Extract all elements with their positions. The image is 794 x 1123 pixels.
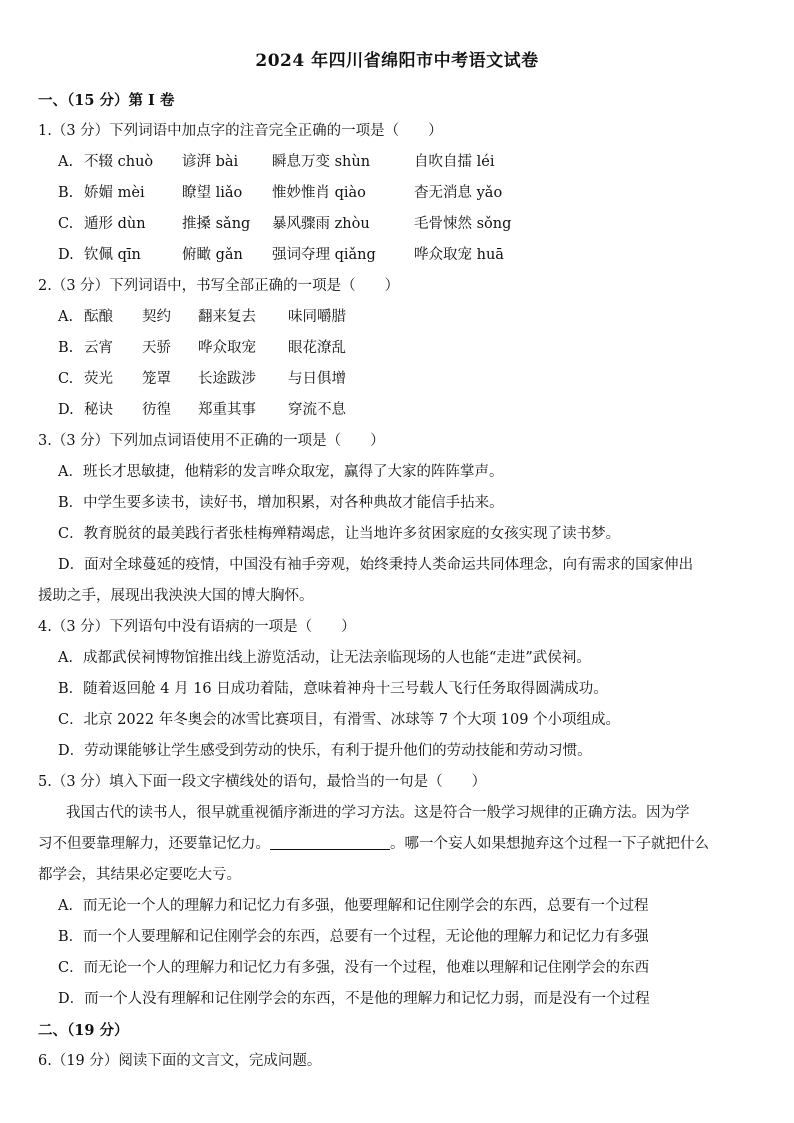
q3-option-a: A．班长才思敏捷，他精彩的发言哗众取宠，赢得了大家的阵阵掌声。 [58, 464, 504, 480]
option-item: 哗众取宠 [198, 340, 256, 356]
option-item: 云宵 [84, 340, 113, 356]
option-label: C. [58, 216, 74, 232]
q3-option-b: B．中学生要多读书，读好书，增加积累，对各种典故才能信手拈来。 [58, 495, 504, 511]
option-item: 酝酿 [84, 309, 113, 325]
section-heading-2: 二、（19 分） [38, 1022, 129, 1039]
q2-option-b [38, 333, 756, 364]
option-item: 翻来复去 [198, 309, 256, 325]
option-label: B. [58, 340, 74, 356]
option-label: B. [58, 185, 74, 201]
q3-option-d: D．面对全球蔓延的疫情，中国没有袖手旁观，始终秉持人类命运共同体理念，向有需求的国家伸出 [58, 557, 694, 573]
option-item: 遁形 dùn [84, 216, 146, 232]
q5-passage-line-3: 都学会，其结果必定要吃大亏。 [38, 867, 241, 883]
option-item: 瞬息万变 shùn [272, 154, 371, 170]
q4-option-a: A．成都武侯祠博物馆推出线上游览活动，让无法亲临现场的人也能“走进”武侯祠。 [58, 650, 591, 666]
option-item: 荧光 [84, 371, 113, 387]
q1-option-c [38, 209, 756, 240]
question-4-stem: 4.（3 分）下列语句中没有语病的一项是（ ） [38, 619, 356, 635]
q5-option-d: D．而一个人没有理解和记住刚学会的东西，不是他的理解力和记忆力弱，而是没有一个过程 [58, 991, 650, 1007]
option-item: 秘诀 [84, 402, 113, 418]
option-item: 长途跋涉 [198, 371, 256, 387]
q1-option-d [38, 240, 756, 271]
option-item: 眼花潦乱 [288, 340, 346, 356]
q5-option-a: A．而无论一个人的理解力和记忆力有多强，他要理解和记住刚学会的东西，总要有一个过程 [58, 898, 649, 914]
option-item: 契约 [142, 309, 171, 325]
option-item: 谚湃 bài [182, 154, 239, 170]
option-item: 穿流不息 [288, 402, 346, 418]
option-item: 天骄 [142, 340, 171, 356]
fill-in-blank[interactable] [270, 833, 390, 850]
option-item: 不辍 chuò [84, 154, 154, 170]
option-item: 瞭望 liǎo [182, 185, 243, 201]
q4-option-b: B．随着返回舱 4 月 16 日成功着陆，意味着神舟十三号载人飞行任务取得圆满成功。 [58, 681, 608, 697]
option-label: D. [58, 402, 74, 418]
q3-option-d-continued: 援助之手，展现出我泱泱大国的博大胸怀。 [38, 588, 314, 604]
q1-option-b [38, 178, 756, 209]
option-item: 笼罩 [142, 371, 171, 387]
option-item: 郑重其事 [198, 402, 256, 418]
q5-passage-text: 。哪一个妄人如果想抛弃这个过程一下子就把什么 [390, 836, 709, 852]
option-label: A. [58, 154, 74, 170]
option-item: 娇媚 mèi [84, 185, 145, 201]
option-item: 杳无消息 yǎo [414, 185, 503, 201]
option-item: 彷徨 [142, 402, 171, 418]
q1-option-a [38, 147, 756, 178]
question-2-stem: 2.（3 分）下列词语中，书写全部正确的一项是（ ） [38, 278, 400, 294]
question-5-stem: 5.（3 分）填入下面一段文字横线处的语句，最恰当的一句是（ ） [38, 774, 487, 790]
q2-option-c [38, 364, 756, 395]
q3-option-c: C．教育脱贫的最美践行者张桂梅殚精竭虑，让当地许多贫困家庭的女孩实现了读书梦。 [58, 526, 621, 542]
q5-passage-line-1: 我国古代的读书人，很早就重视循序渐进的学习方法。这是符合一般学习规律的正确方法。因为学 [66, 805, 690, 821]
section-heading-1: 一、（15 分）第 I 卷 [38, 92, 175, 109]
option-item: 哗众取宠 huā [414, 247, 504, 263]
option-item: 味同嚼腊 [288, 309, 346, 325]
option-item: 毛骨悚然 sǒng [414, 216, 512, 232]
option-item: 与日俱增 [288, 371, 346, 387]
option-label: D. [58, 247, 74, 263]
option-label: A. [58, 309, 74, 325]
q4-option-d: D．劳动课能够让学生感受到劳动的快乐，有利于提升他们的劳动技能和劳动习惯。 [58, 743, 592, 759]
option-item: 钦佩 qīn [84, 247, 141, 263]
q5-option-c: C．而无论一个人的理解力和记忆力有多强，没有一个过程，他难以理解和记住刚学会的东西 [58, 960, 650, 976]
option-item: 惟妙惟肖 qiào [272, 185, 366, 201]
question-6-stem: 6.（19 分）阅读下面的文言文，完成问题。 [38, 1053, 322, 1069]
q4-option-c: C．北京 2022 年冬奥会的冰雪比赛项目，有滑雪、冰球等 7 个大项 109 个小项组成。 [58, 712, 621, 728]
option-label: C. [58, 371, 74, 387]
question-1-stem: 1.（3 分）下列词语中加点字的注音完全正确的一项是（ ） [38, 123, 443, 139]
q2-option-d [38, 395, 756, 426]
q5-passage-line-2 [38, 829, 756, 860]
question-3-stem: 3.（3 分）下列加点词语使用不正确的一项是（ ） [38, 433, 385, 449]
option-item: 暴风骤雨 zhòu [272, 216, 370, 232]
option-item: 俯瞰 gǎn [182, 247, 243, 263]
option-item: 推搡 sǎng [182, 216, 251, 232]
q5-option-b: B．而一个人要理解和记住刚学会的东西，总要有一个过程，无论他的理解力和记忆力有多强 [58, 929, 649, 945]
q5-passage-text: 习不但要靠理解力，还要靠记忆力。 [38, 836, 270, 852]
page-title: 2024 年四川省绵阳市中考语文试卷 [255, 51, 539, 71]
q2-option-a [38, 302, 756, 333]
option-item: 自吹自擂 léi [414, 154, 495, 170]
option-item: 强词夺理 qiǎng [272, 247, 376, 263]
